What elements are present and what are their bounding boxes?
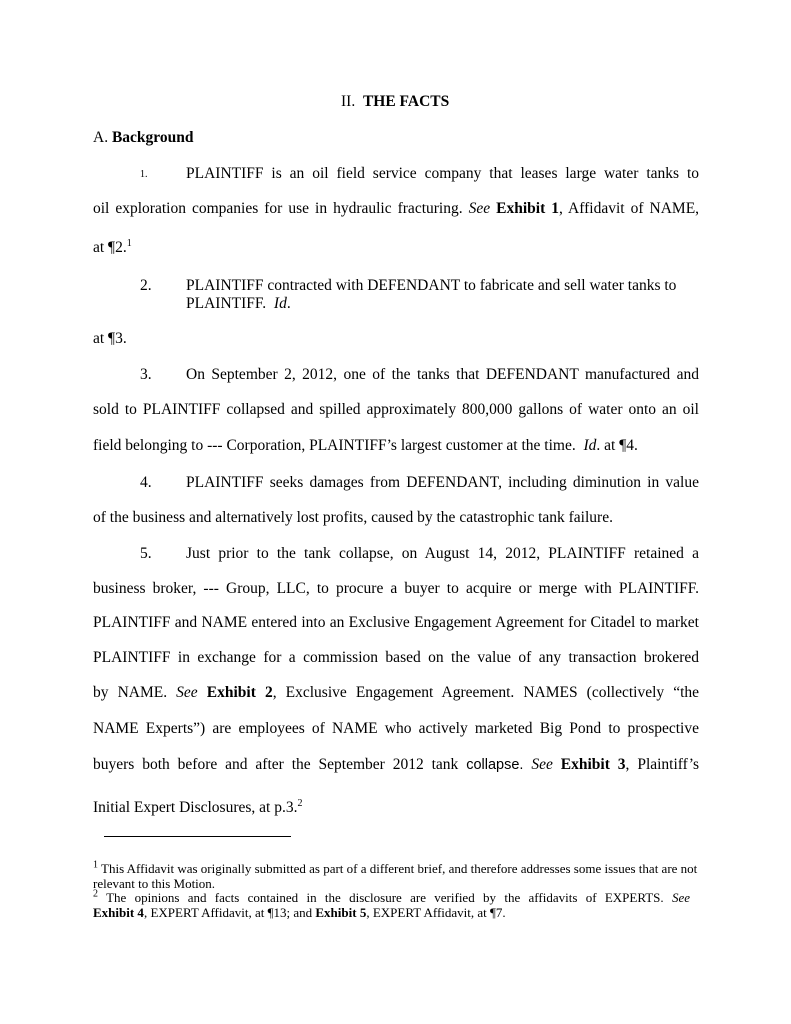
paragraph-line: PLAINTIFF is an oil field service company that leases large water tanks to <box>186 165 699 182</box>
citation-signal: See <box>531 756 553 773</box>
footnote-2: $^2$ The opinions and facts contained in the disclosure are verified by the affidavits of EXPERTS. See <box>93 888 690 905</box>
paragraph-line: Initial Expert Disclosures, at p.3.$^2$ <box>93 797 303 816</box>
citation-signal: Id <box>583 437 597 454</box>
footnote-number: 1 <box>93 859 98 871</box>
exhibit-reference: Exhibit 3 <box>560 756 626 773</box>
footnote-1-continued: relevant to this Motion. <box>93 876 216 891</box>
section-title: THE FACTS <box>362 93 450 110</box>
citation-signal: See <box>468 200 491 217</box>
footnote-separator <box>104 836 291 837</box>
paragraph-number: 3. <box>140 366 152 383</box>
footnote-reference[interactable]: 2 <box>297 797 303 809</box>
paragraph-line: field belonging to --- Corporation, PLAINTIFF’s largest customer at the time. Id. at ¶4. <box>93 437 638 454</box>
section-heading <box>341 93 449 111</box>
paragraph-line: at ¶2.$^1$ <box>93 237 132 256</box>
paragraph-line: PLAINTIFF contracted with DEFENDANT to fabricate and sell water tanks to <box>186 277 677 294</box>
paragraph-line: by NAME. See Exhibit 2, Exclusive Engagement Agreement. NAMES (collectively “the <box>93 684 700 701</box>
paragraph-line: of the business and alternatively lost profits, caused by the catastrophic tank failure. <box>93 509 613 526</box>
paragraph-line: at ¶3. <box>93 330 127 347</box>
paragraph-number: 4. <box>140 474 152 491</box>
paragraph-line: PLAINTIFF in exchange for a commission based on the value of any transaction brokered <box>93 649 699 666</box>
citation-signal: Id <box>273 295 287 312</box>
paragraph-line: PLAINTIFF. Id. <box>186 295 291 312</box>
paragraph-line: oil exploration companies for use in hydraulic fracturing. See Exhibit 1, Affidavit of NAME, <box>93 200 700 217</box>
paragraph-line: NAME Experts”) are employees of NAME who actively marketed Big Pond to prospective <box>93 720 699 737</box>
paragraph-number: 5. <box>140 545 152 562</box>
paragraph-line: sold to PLAINTIFF collapsed and spilled approximately 800,000 gallons of water onto an oil <box>93 401 699 418</box>
footnote-number: 2 <box>93 888 98 900</box>
section-roman: II. <box>341 93 356 110</box>
footnote-2-continued: Exhibit 4, EXPERT Affidavit, at ¶13; and Exhibit 5, EXPERT Affidavit, at ¶7. <box>93 905 506 920</box>
paragraph-line: business broker, --- Group, LLC, to procure a buyer to acquire or merge with PLAINTIFF. <box>93 580 699 597</box>
citation-signal: See <box>176 684 198 701</box>
exhibit-reference: Exhibit 2 <box>206 684 273 701</box>
exhibit-reference: Exhibit 4 <box>93 905 144 920</box>
footnote-1: $^1$ This Affidavit was originally submitted as part of a different brief, and therefore addresses some issues that are not <box>93 859 698 876</box>
exhibit-reference: Exhibit 1 <box>496 200 560 217</box>
footnote-reference[interactable]: 1 <box>126 237 132 249</box>
paragraph-line: Just prior to the tank collapse, on August 14, 2012, PLAINTIFF retained a <box>186 545 699 562</box>
paragraph-number: 1. <box>140 169 148 180</box>
exhibit-reference: Exhibit 5 <box>315 905 367 920</box>
subsection-heading <box>93 129 194 147</box>
subsection-title: Background <box>111 129 194 146</box>
paragraph-line: PLAINTIFF seeks damages from DEFENDANT, including diminution in value <box>186 474 699 491</box>
paragraph-number: 2. <box>140 277 152 294</box>
paragraph-line: On September 2, 2012, one of the tanks that DEFENDANT manufactured and <box>186 366 699 383</box>
paragraph-line: buyers both before and after the September 2012 tank collapse. See Exhibit 3, Plaintiff’s <box>93 756 700 773</box>
paragraph-line: PLAINTIFF and NAME entered into an Exclusive Engagement Agreement for Citadel to market <box>93 614 699 631</box>
subsection-letter: A. <box>93 129 109 146</box>
